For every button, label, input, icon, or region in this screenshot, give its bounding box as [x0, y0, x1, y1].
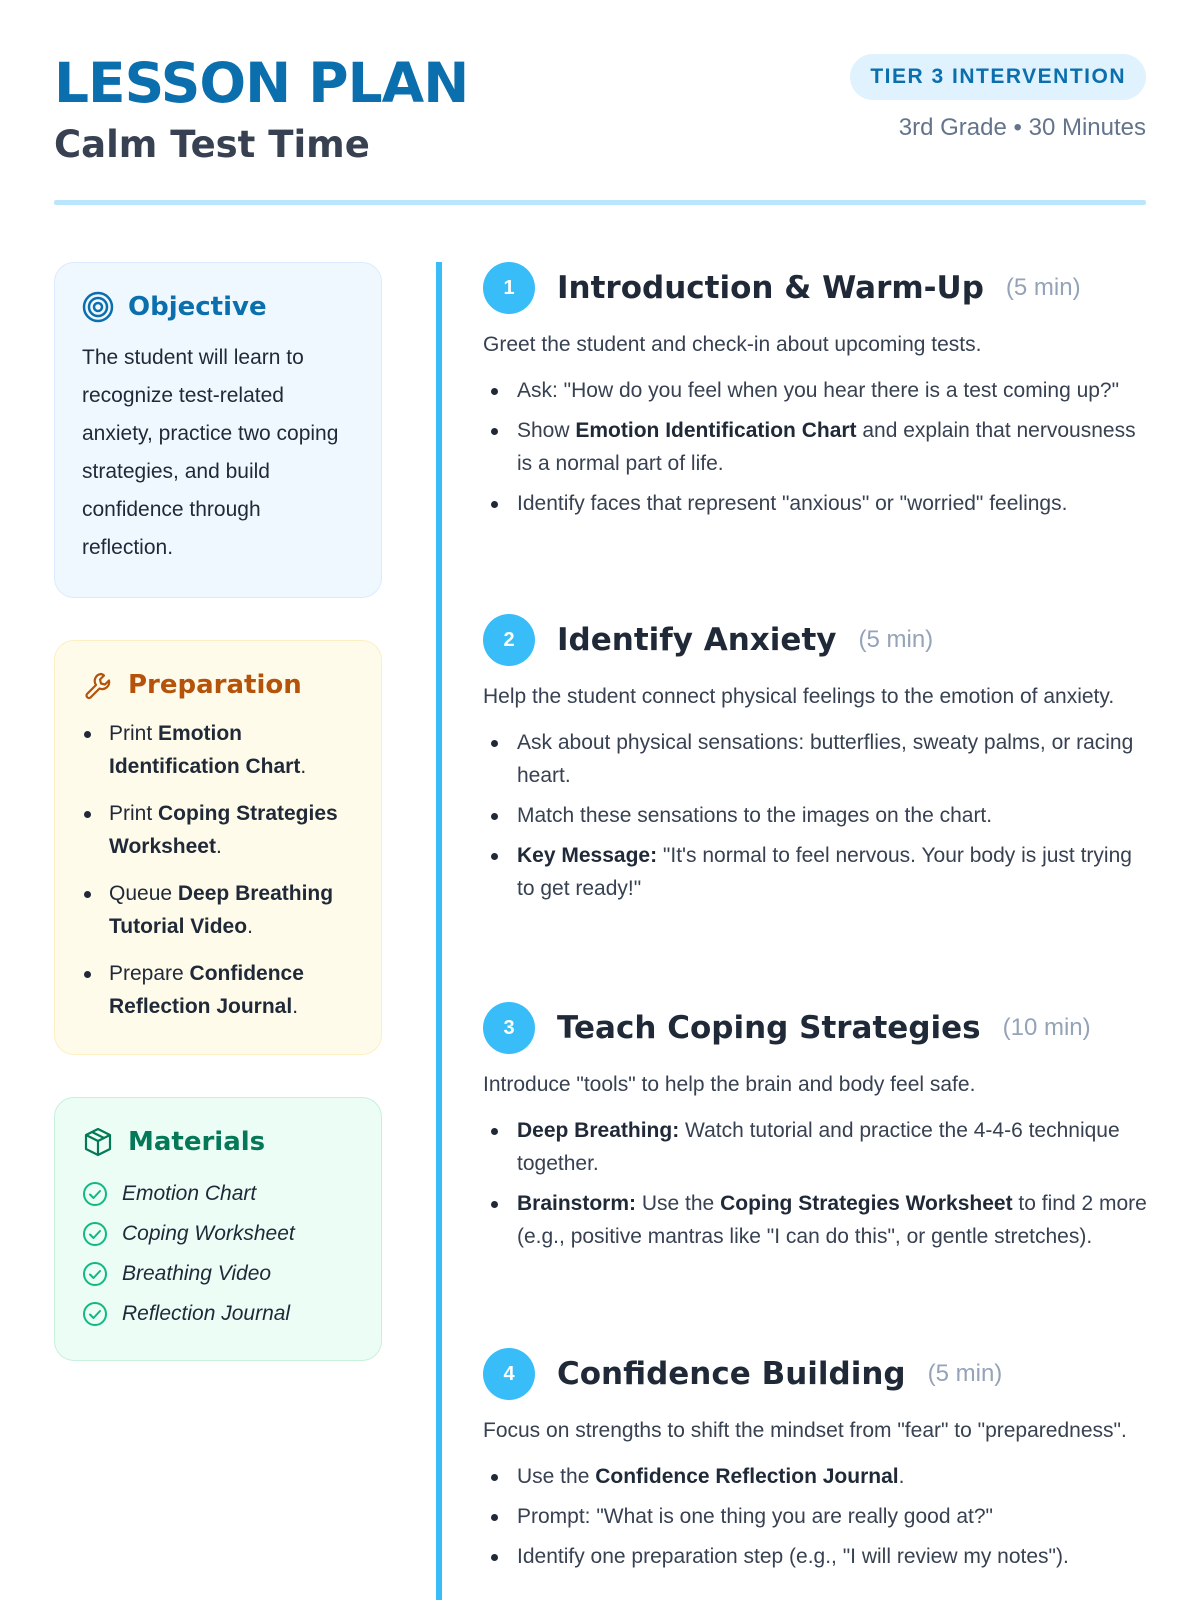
grade-level: 3rd Grade [898, 114, 1007, 141]
wrench-icon [82, 669, 114, 701]
objective-header [82, 289, 354, 325]
list-item: Print Coping Strategies Worksheet. [82, 797, 354, 863]
check-circle-icon [82, 1181, 108, 1207]
step-title: Introduction & Warm-Up [557, 270, 984, 306]
preparation-list [82, 717, 354, 1023]
step-header [483, 262, 1153, 314]
list-item: Identify one preparation step (e.g., "I will review my notes"). [483, 1540, 1153, 1573]
step-section [483, 1348, 1153, 1580]
preparation-title: Preparation [128, 670, 302, 700]
header-divider [54, 200, 1146, 205]
list-item: Emotion Chart [82, 1174, 354, 1214]
list-item: Print Emotion Identification Chart. [82, 717, 354, 783]
preparation-header [82, 667, 354, 703]
materials-list [82, 1174, 354, 1334]
check-circle-icon [82, 1301, 108, 1327]
list-item: Reflection Journal [82, 1294, 354, 1334]
step-bullets [483, 726, 1153, 905]
step-duration: (5 min) [858, 626, 934, 653]
step-number-badge: 2 [483, 614, 535, 666]
step-intro: Focus on strengths to shift the mindset from "fear" to "preparedness". [483, 1419, 1127, 1442]
lesson-subtitle: Calm Test Time [54, 123, 370, 166]
step-header [483, 1348, 1153, 1400]
grade-duration-line [899, 114, 1146, 142]
objective-card [54, 262, 382, 598]
list-item: Match these sensations to the images on the chart. [483, 799, 1153, 832]
materials-header [82, 1124, 354, 1160]
page-header [54, 52, 1146, 172]
tier-badge: TIER 3 INTERVENTION [850, 54, 1146, 100]
step-header [483, 1002, 1153, 1054]
step-duration: (5 min) [1005, 274, 1081, 301]
step-section [483, 262, 1153, 527]
step-duration: (5 min) [927, 1360, 1003, 1387]
list-item: Coping Worksheet [82, 1214, 354, 1254]
step-header [483, 614, 1153, 666]
materials-title: Materials [128, 1127, 266, 1157]
list-item: Prepare Confidence Reflection Journal. [82, 957, 354, 1023]
step-title: Teach Coping Strategies [557, 1010, 981, 1046]
list-item: Ask about physical sensations: butterflies, sweaty palms, or racing heart. [483, 726, 1153, 792]
list-item: Deep Breathing: Watch tutorial and practice the 4-4-6 technique together. [483, 1114, 1153, 1180]
bullet-separator: • [1013, 114, 1022, 141]
preparation-card [54, 640, 382, 1055]
step-intro: Greet the student and check-in about upcoming tests. [483, 333, 982, 356]
step-intro: Introduce "tools" to help the brain and body feel safe. [483, 1073, 976, 1096]
materials-card [54, 1097, 382, 1361]
step-number-badge: 1 [483, 262, 535, 314]
step-number-badge: 4 [483, 1348, 535, 1400]
step-duration: (10 min) [1002, 1014, 1091, 1041]
list-item: Use the Confidence Reflection Journal. [483, 1460, 1153, 1493]
lesson-duration: 30 Minutes [1028, 114, 1146, 141]
list-item: Prompt: "What is one thing you are really good at?" [483, 1500, 1153, 1533]
box-icon [82, 1126, 114, 1158]
list-item: Show Emotion Identification Chart and explain that nervousness is a normal part of life. [483, 414, 1153, 480]
step-section [483, 614, 1153, 912]
list-item: Brainstorm: Use the Coping Strategies Worksheet to find 2 more (e.g., positive mantras like "I can do this", or gentle stretches). [483, 1187, 1153, 1253]
step-intro: Help the student connect physical feelings to the emotion of anxiety. [483, 685, 1115, 708]
step-bullets [483, 374, 1153, 520]
step-title: Confidence Building [557, 1356, 906, 1392]
target-icon [82, 291, 114, 323]
step-bullets [483, 1460, 1153, 1573]
objective-title: Objective [128, 292, 267, 322]
check-circle-icon [82, 1261, 108, 1287]
check-circle-icon [82, 1221, 108, 1247]
list-item: Breathing Video [82, 1254, 354, 1294]
step-section [483, 1002, 1153, 1260]
step-number-badge: 3 [483, 1002, 535, 1054]
timeline-rule [436, 262, 442, 1600]
page-title: LESSON PLAN [54, 51, 469, 115]
step-bullets [483, 1114, 1153, 1253]
objective-text: The student will learn to recognize test-related anxiety, practice two coping strategies, and build confidence through reflection. [82, 346, 339, 559]
list-item: Ask: "How do you feel when you hear there is a test coming up?" [483, 374, 1153, 407]
list-item: Identify faces that represent "anxious" or "worried" feelings. [483, 487, 1153, 520]
step-title: Identify Anxiety [557, 622, 837, 658]
list-item: Queue Deep Breathing Tutorial Video. [82, 877, 354, 943]
list-item: Key Message: "It's normal to feel nervous. Your body is just trying to get ready!" [483, 839, 1153, 905]
